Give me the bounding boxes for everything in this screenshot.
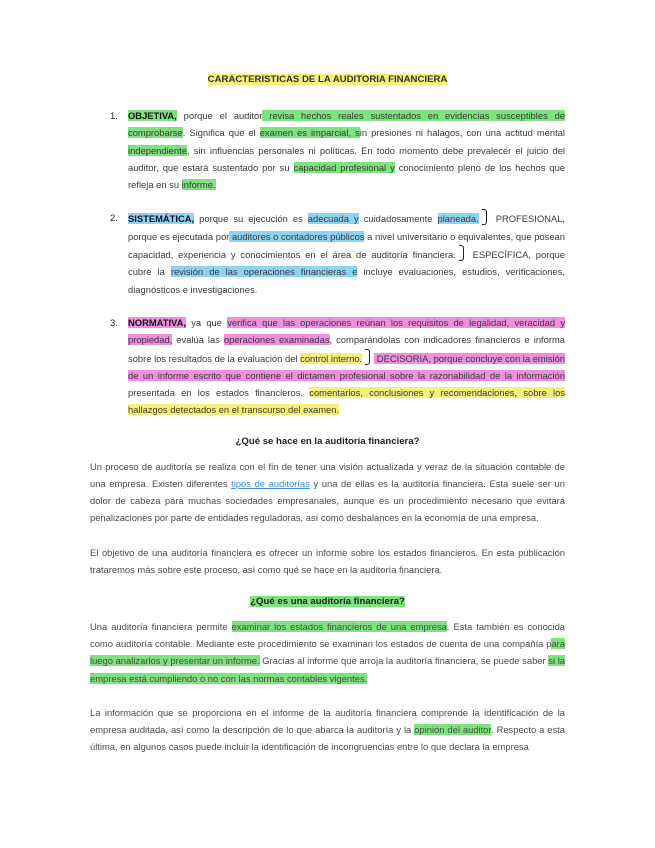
highlight: ara luego analizarlos y presentar un informe.	[90, 638, 565, 667]
highlight: revisa hechos reales sustentados en evidencias susceptibles de comprobarse	[128, 110, 565, 139]
brace-icon	[482, 209, 487, 225]
section-heading-que-es: ¿Qué es una auditoría financiera?	[250, 595, 405, 607]
highlight: independiente	[128, 144, 187, 156]
list-item-normativa	[90, 314, 565, 419]
highlight: capacidad profesional y	[293, 161, 395, 173]
item-label: OBJETIVA,	[128, 110, 177, 121]
list-item-text: OBJETIVA, porque el auditor revisa hechos reales sustentados en evidencias susceptibles de comprobarse. Significa que el examen es imparcial, sin presiones ni halagos, con una actitud mental independiente, sin influencias personales ni políticas. En todo momento debe prevalecer el juicio del auditor, que estará sustentado por su capacidad profesional y conocimiento pleno de los hechos que refleja en su informe.	[128, 110, 565, 191]
item-label: SISTEMÁTICA,	[128, 213, 195, 225]
paragraph: Un proceso de auditoría se realiza con el fin de tener una visión actualizada y veraz de la situación contable de una empresa. Existen diferentes tipos de auditorías y una de ellas es la auditoría financiera. Esta suele ser un dolor de cabeza para muchas sociedades empresariales, aunque es un procedimiento necesario que evitará penalizaciones por parte de entidades reguladoras, así como desbalances en la economía de una empresa.	[90, 460, 565, 524]
list-number: 1.	[110, 110, 118, 121]
highlight: operaciones examinadas	[223, 334, 330, 346]
list-item-sistematica	[90, 209, 565, 297]
list-number: 3.	[110, 316, 118, 328]
characteristics-list	[90, 107, 565, 419]
highlight: revisión de las operaciones financieras e	[170, 266, 358, 278]
brace-icon	[459, 245, 464, 261]
highlight: examen es imparcial, s	[259, 127, 360, 139]
list-item-text: NORMATIVA, ya que verifica que las operaciones reúnan los requisitos de legalidad, veracidad y propiedad, evalúa las operaciones examinadas, comparándolas con indicadores financieros e informa sobre los resultados de la evaluación del control interno. DECISORIA, porque concluye con la emisión de un informe escrito que contiene el dictamen profesional sobre la razonabilidad de la información presentada en los estados financieros, comentarios, conclusiones y recomendaciones, sobre los hallazgos detectados en el transcurso del examen.	[128, 316, 566, 416]
paragraph: El objetivo de una auditoría financiera es ofrecer un informe sobre los estados financieros. En esta publicación trataremos más sobre este proceso, así como qué se hace en la auditoría financiera.	[90, 546, 565, 575]
highlight: control interno.	[300, 352, 363, 364]
paragraph: Una auditoría financiera permite examinar los estados financieros de una empresa. Esta también es conocida como auditoría contable. Mediante este procedimiento se examinan los estados de cuenta de una compañía para luego analizarlos y presentar un informe. Gracias al informe que arroja la auditoría financiera, se puede saber si la empresa está cumpliendo o no con las normas contables vigentes.	[90, 620, 565, 684]
highlight: planeada.	[437, 213, 479, 225]
highlight: opinión del auditor	[414, 723, 492, 735]
section-heading-que-se-hace: ¿Qué se hace en la auditoría financiera?	[235, 435, 420, 447]
highlight: examinar los estados financieros de una empresa	[231, 620, 447, 632]
tipos-auditorias-link[interactable]: tipos de auditorías	[231, 477, 310, 489]
document-title: CARACTERISTICAS DE LA AUDITORIA FINANCIERA	[207, 74, 448, 85]
highlight: informe.	[181, 179, 216, 191]
highlight: adecuada y	[307, 213, 359, 225]
list-item-text: SISTEMÁTICA, porque su ejecución es adecuada y cuidadosamente planeada. PROFESIONAL, porque es ejecutada por auditores o contadores públicos a nivel universitario o equivalentes, que posean capacidad, experiencia y conocimientos en el área de auditoría financiera. ESPECÍFICA, porque cubre la revisión de las operaciones financieras e incluye evaluaciones, estudios, verificaciones, diagnósticos e investigaciones.	[128, 209, 565, 297]
highlight: auditores o contadores públicos	[229, 230, 365, 242]
highlight: verifica que las operaciones reúnan los requisitos de legalidad, veracidad y propiedad,	[128, 316, 566, 346]
highlight: si la empresa está cumpliendo o no con las normas contables vigentes.	[90, 655, 565, 684]
list-number: 2.	[110, 212, 118, 224]
item-label: NORMATIVA,	[128, 316, 186, 328]
highlight: comentarios, conclusiones y recomendaciones, sobre los hallazgos detectados en el transcurso del examen.	[128, 387, 565, 416]
highlight: DECISORIA, porque concluye con la emisión de un informe escrito que contiene el dictamen profesional sobre la razonabilidad de la información	[128, 352, 566, 381]
brace-icon	[365, 349, 370, 365]
paragraph: La información que se proporciona en el informe de la auditoría financiera comprende la identificación de la empresa auditada, así como la descripción de lo que abarca la auditoría y la opinión del auditor. Respecto a esta última, en algunos casos puede incluir la identificación de incongruencias entre lo que declara la empresa	[90, 706, 565, 753]
list-item-objetiva	[90, 107, 565, 193]
